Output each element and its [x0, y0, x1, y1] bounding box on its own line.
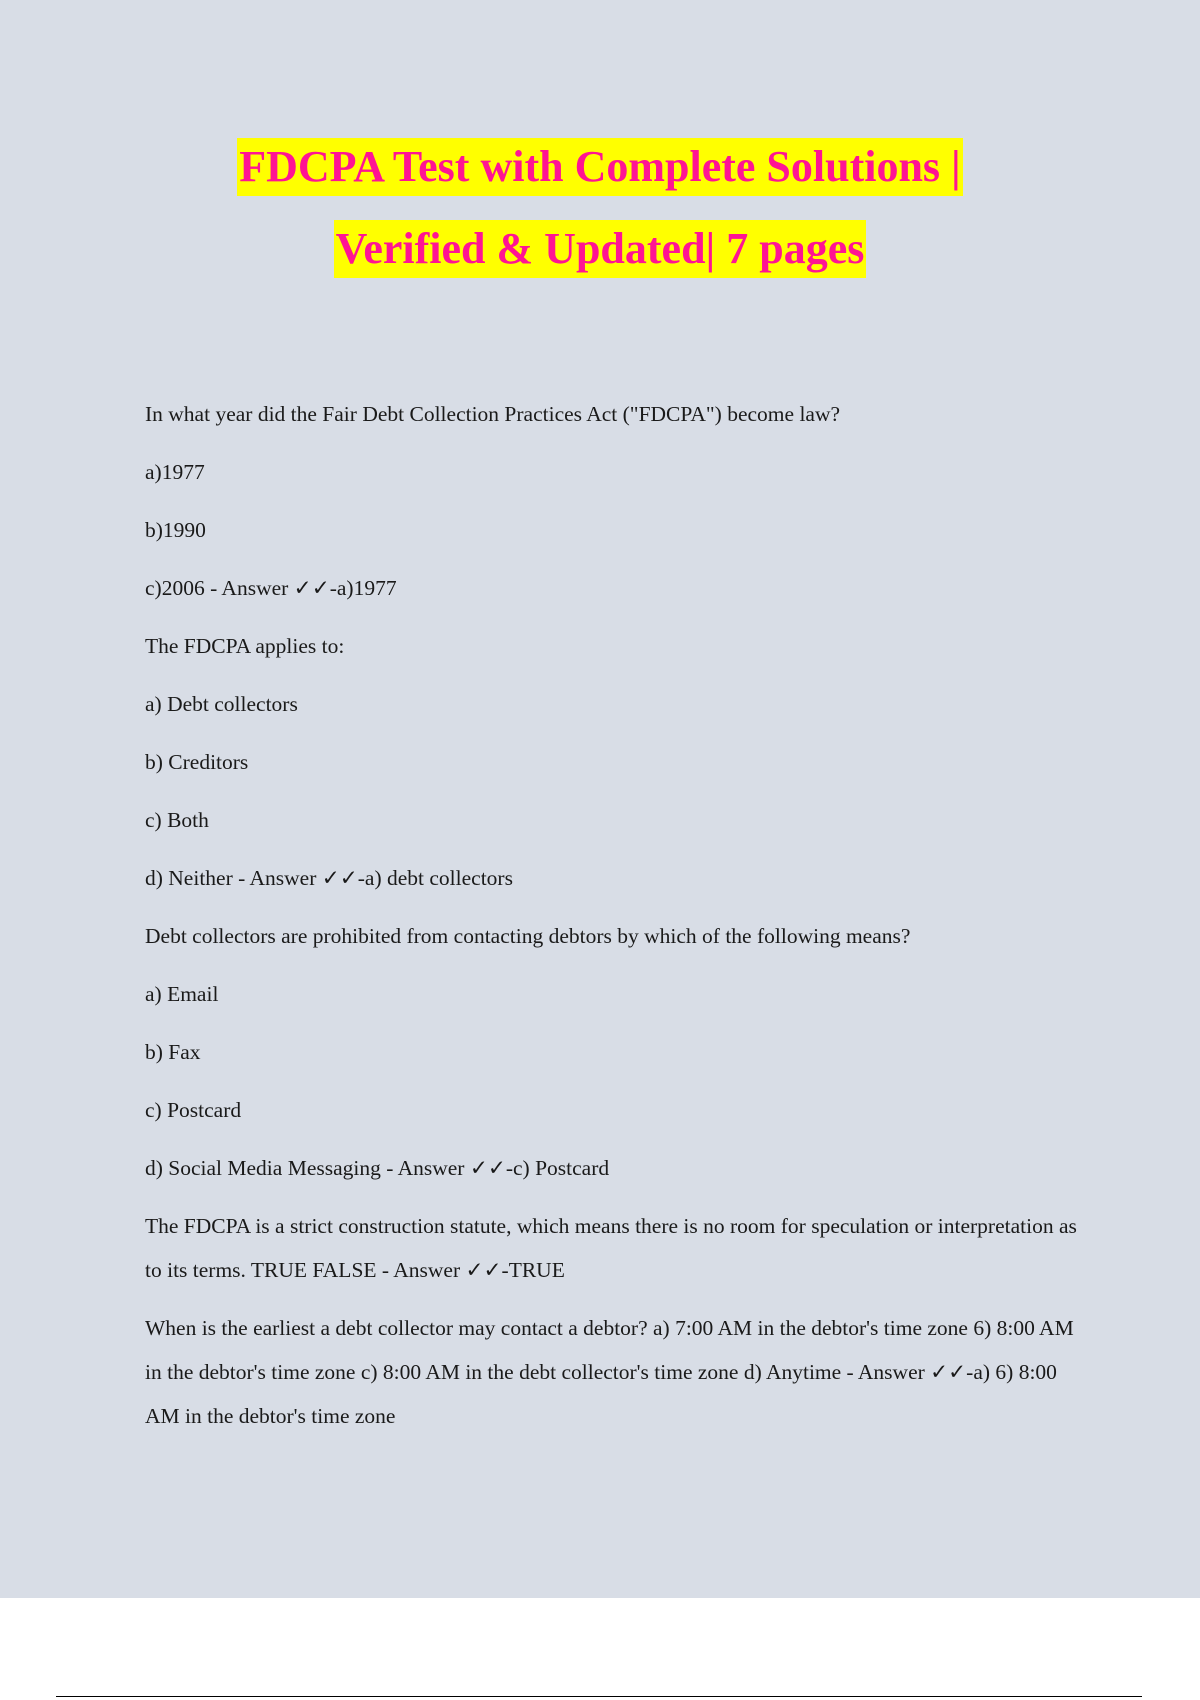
question-1-option-b: b)1990: [145, 518, 206, 542]
question-2: The FDCPA applies to:: [145, 634, 345, 658]
title-line-2: Verified & Updated| 7 pages: [334, 220, 867, 278]
question-2-option-a: a) Debt collectors: [145, 692, 298, 716]
question-3-option-a: a) Email: [145, 982, 219, 1006]
question-3-option-c: c) Postcard: [145, 1098, 242, 1122]
question-3-option-b: b) Fax: [145, 1040, 201, 1064]
question-3: Debt collectors are prohibited from contacting debtors by which of the following means?: [145, 924, 911, 948]
question-1-option-a: a)1977: [145, 460, 205, 484]
document-body: [145, 392, 1080, 1452]
footer-divider: [56, 1696, 1142, 1697]
question-3-option-d-answer: d) Social Media Messaging - Answer ✓✓-c) Postcard: [145, 1156, 610, 1180]
question-2-option-b: b) Creditors: [145, 750, 249, 774]
title-line-1: FDCPA Test with Complete Solutions |: [237, 138, 963, 196]
question-2-option-d-answer: d) Neither - Answer ✓✓-a) debt collectors: [145, 866, 513, 890]
question-1: In what year did the Fair Debt Collection Practices Act ("FDCPA") become law?: [145, 402, 841, 426]
question-2-option-c: c) Both: [145, 808, 209, 832]
document-title: [0, 138, 1200, 302]
question-4-paragraph: The FDCPA is a strict construction statute, which means there is no room for speculation or interpretation as to its terms. TRUE FALSE - Answer ✓✓-TRUE: [145, 1214, 1077, 1282]
question-5-paragraph: When is the earliest a debt collector may contact a debtor? a) 7:00 AM in the debtor's time zone 6) 8:00 AM in the debtor's time zone c) 8:00 AM in the debt collector's time zone d) Anytime - Answer ✓✓-a) 6) 8:00 AM in the debtor's time zone: [145, 1316, 1074, 1428]
question-1-option-c-answer: c)2006 - Answer ✓✓-a)1977: [145, 576, 397, 600]
